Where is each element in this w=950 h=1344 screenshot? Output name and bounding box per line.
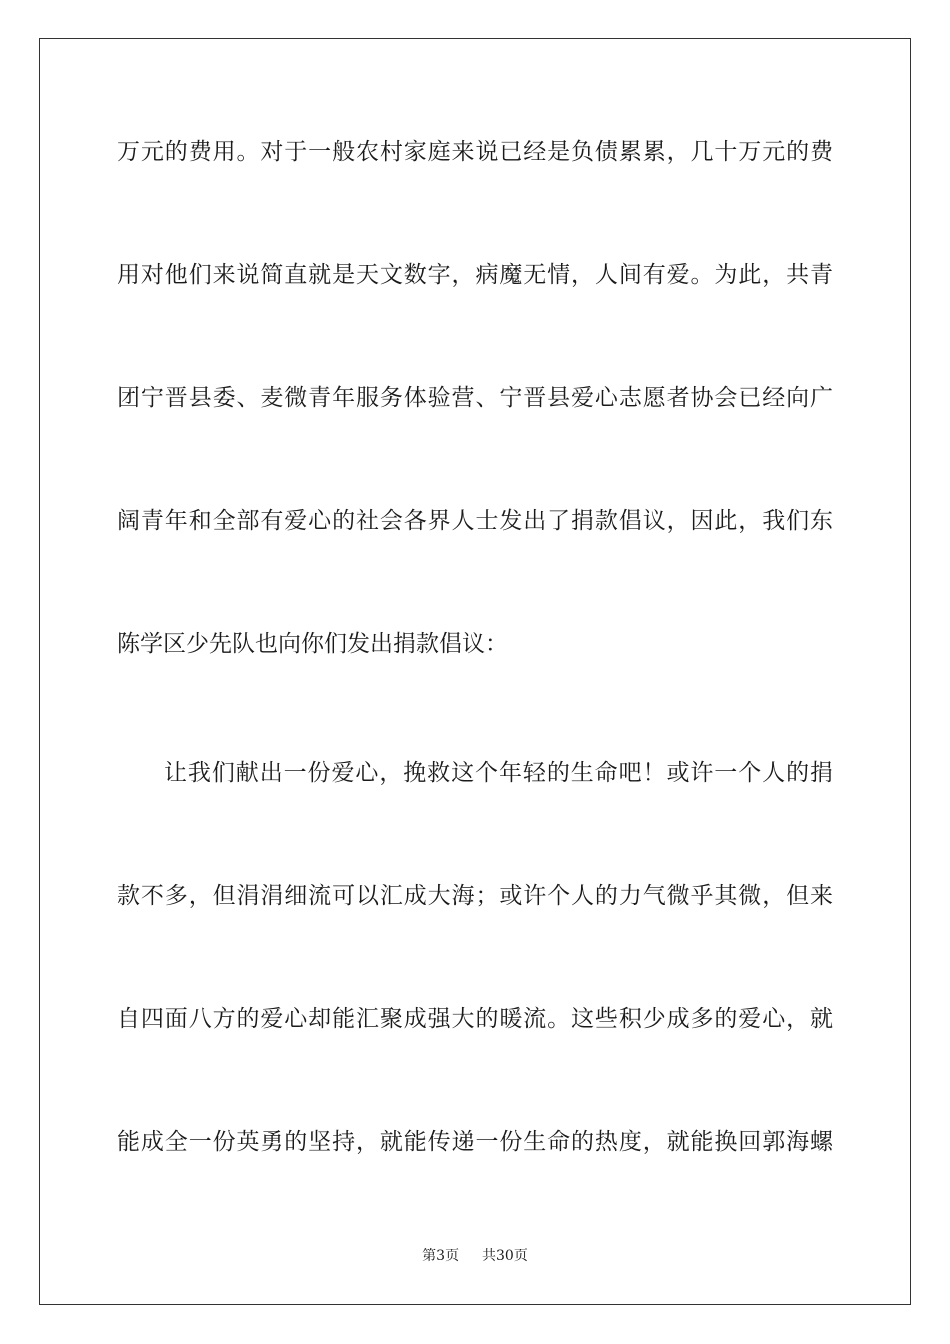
text-line: 用对他们来说简直就是天文数字，病魔无情，人间有爱。为此，共青: [117, 262, 833, 288]
text-line: 陈学区少先队也向你们发出捐款倡议：: [117, 631, 508, 657]
paragraph-first-line: 让我们献出一份爱心，挽救这个年轻的生命吧！或许一个人的捐: [164, 760, 833, 786]
text-line: 万元的费用。对于一般农村家庭来说已经是负债累累，几十万元的费: [117, 139, 833, 165]
text-line: 自四面八方的爱心却能汇聚成强大的暖流。这些积少成多的爱心，就: [117, 1006, 833, 1032]
text-line: 款不多，但涓涓细流可以汇成大海；或许个人的力气微乎其微，但来: [117, 883, 833, 909]
page-border: [39, 38, 911, 1305]
page-footer: [0, 1246, 950, 1266]
text-line: 团宁晋县委、麦微青年服务体验营、宁晋县爱心志愿者协会已经向广: [117, 385, 833, 411]
text-line: 能成全一份英勇的坚持，就能传递一份生命的热度，就能换回郭海螺: [117, 1129, 833, 1155]
total-pages: 共30页: [482, 1248, 528, 1264]
text-line: 阔青年和全部有爱心的社会各界人士发出了捐款倡议，因此，我们东: [117, 508, 833, 534]
page-number: 第3页: [422, 1248, 460, 1264]
